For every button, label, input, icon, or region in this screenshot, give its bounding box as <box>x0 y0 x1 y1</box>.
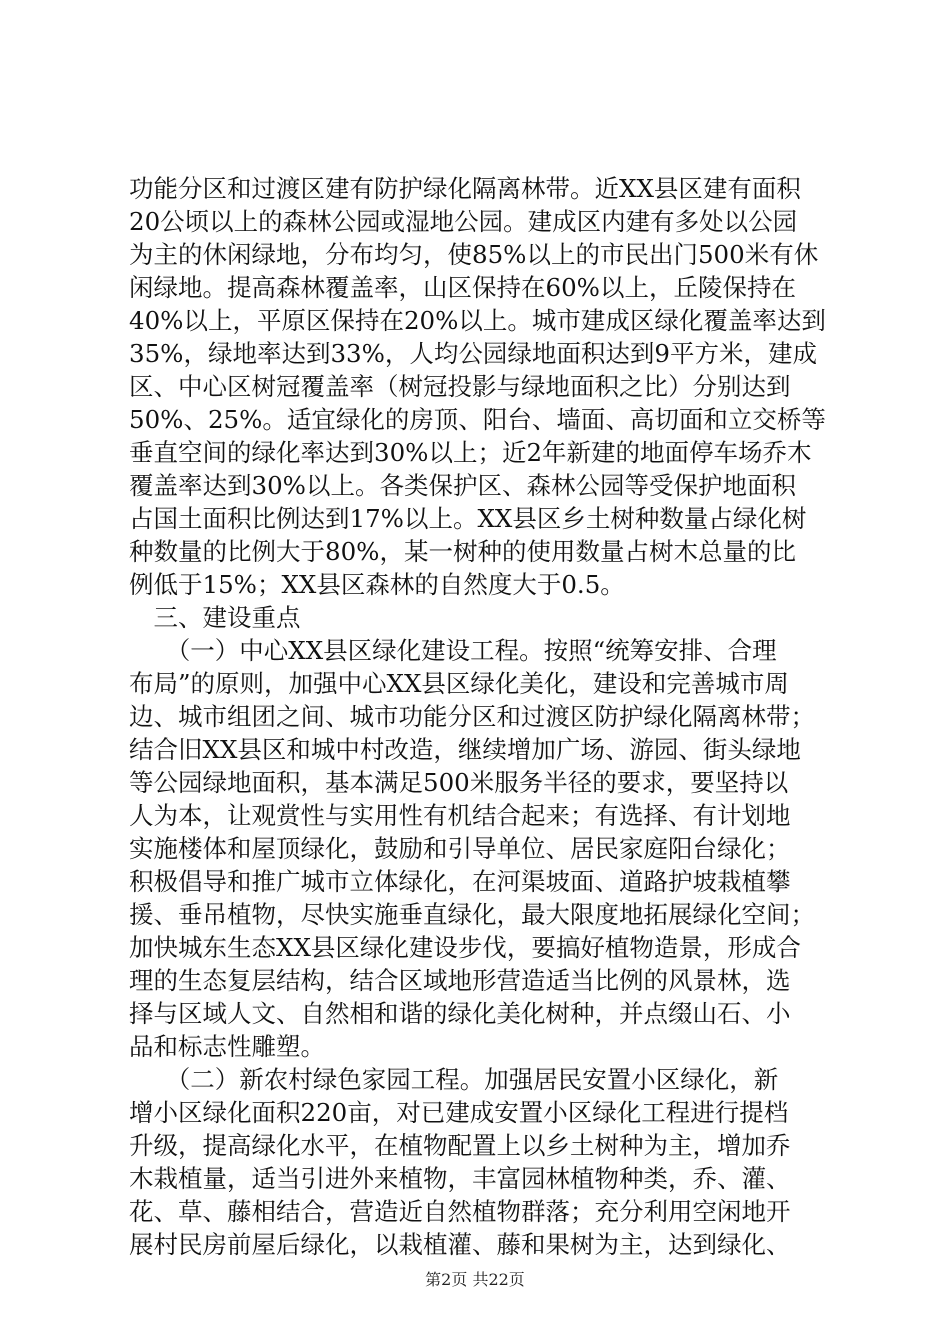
text-line: 人为本，让观赏性与实用性有机结合起来；有选择、有计划地 <box>129 801 791 830</box>
page-footer <box>0 1270 950 1290</box>
text-line: 木栽植量，适当引进外来植物，丰富园林植物种类，乔、灌、 <box>129 1164 791 1193</box>
text-line: 20公顷以上的森林公园或湿地公园。建成区内建有多处以公园 <box>129 207 798 236</box>
text-line: 实施楼体和屋顶绿化，鼓励和引导单位、居民家庭阳台绿化； <box>129 834 791 863</box>
section-heading: 三、建设重点 <box>129 603 301 632</box>
text-line: 增小区绿化面积220亩，对已建成安置小区绿化工程进行提档 <box>129 1098 789 1127</box>
text-line: 为主的休闲绿地，分布均匀，使85%以上的市民出门500米有休 <box>129 240 819 269</box>
text-line: 理的生态复层结构，结合区域地形营造适当比例的风景林，选 <box>129 966 791 995</box>
text-line: 40%以上，平原区保持在20%以上。城市建成区绿化覆盖率达到 <box>129 306 826 335</box>
text-line: 占国土面积比例达到17%以上。XX县区乡土树种数量占绿化树 <box>129 504 807 533</box>
body-text <box>129 172 829 1261</box>
text-line: 闲绿地。提高森林覆盖率，山区保持在60%以上，丘陵保持在 <box>129 273 796 302</box>
text-line: 花、草、藤相结合，营造近自然植物群落；充分利用空闲地开 <box>129 1197 791 1226</box>
text-line: 种数量的比例大于80%，某一树种的使用数量占树木总量的比 <box>129 537 796 566</box>
text-line: 边、城市组团之间、城市功能分区和过渡区防护绿化隔离林带； <box>129 702 815 731</box>
text-line: 援、垂吊植物，尽快实施垂直绿化，最大限度地拓展绿化空间； <box>129 900 815 929</box>
text-line: 品和标志性雕塑。 <box>129 1032 325 1061</box>
text-line: 布局”的原则，加强中心XX县区绿化美化，建设和完善城市周 <box>129 669 789 698</box>
page-number: 第2页 共22页 <box>425 1270 525 1289</box>
text-line: 覆盖率达到30%以上。各类保护区、森林公园等受保护地面积 <box>129 471 796 500</box>
text-line: 功能分区和过渡区建有防护绿化隔离林带。近XX县区建有面积 <box>129 174 801 203</box>
text-line: 结合旧XX县区和城中村改造，继续增加广场、游园、街头绿地 <box>129 735 801 764</box>
text-line: 例低于15%；XX县区森林的自然度大于0.5。 <box>129 570 625 599</box>
text-line: （一）中心XX县区绿化建设工程。按照“统筹安排、合理 <box>129 636 777 665</box>
text-line: 升级，提高绿化水平，在植物配置上以乡土树种为主，增加乔 <box>129 1131 791 1160</box>
text-line: 展村民房前屋后绿化，以栽植灌、藤和果树为主，达到绿化、 <box>129 1230 791 1259</box>
text-line: 50%、25%。适宜绿化的房顶、阳台、墙面、高切面和立交桥等 <box>129 405 826 434</box>
text-line: （二）新农村绿色家园工程。加强居民安置小区绿化，新 <box>129 1065 779 1094</box>
text-line: 择与区域人文、自然相和谐的绿化美化树种，并点缀山石、小 <box>129 999 791 1028</box>
text-line: 积极倡导和推广城市立体绿化，在河渠坡面、道路护坡栽植攀 <box>129 867 791 896</box>
text-line: 垂直空间的绿化率达到30%以上；近2年新建的地面停车场乔木 <box>129 438 812 467</box>
text-line: 35%，绿地率达到33%，人均公园绿地面积达到9平方米，建成 <box>129 339 817 368</box>
text-line: 加快城东生态XX县区绿化建设步伐，要搞好植物造景，形成合 <box>129 933 801 962</box>
text-line: 等公园绿地面积，基本满足500米服务半径的要求，要坚持以 <box>129 768 789 797</box>
text-line: 区、中心区树冠覆盖率（树冠投影与绿地面积之比）分别达到 <box>129 372 791 401</box>
